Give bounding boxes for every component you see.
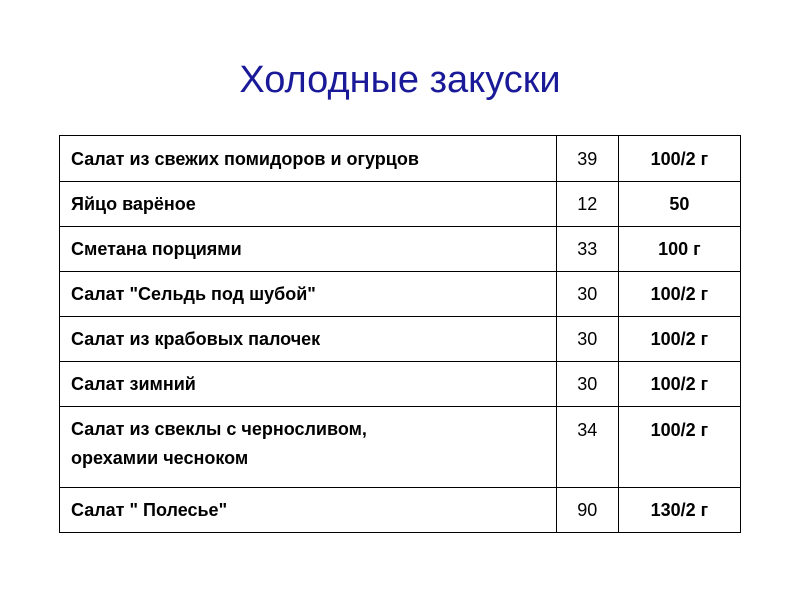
table-row — [60, 272, 741, 317]
dish-name: Сметана порциями — [60, 227, 557, 272]
dish-portion: 100/2 г — [618, 407, 740, 488]
table-row — [60, 136, 741, 182]
dish-price: 30 — [556, 362, 618, 407]
table-row — [60, 488, 741, 533]
dish-name-line: орехамии чесноком — [71, 448, 249, 468]
dish-portion: 50 — [618, 182, 740, 227]
dish-name: Яйцо варёное — [60, 182, 557, 227]
dish-portion: 130/2 г — [618, 488, 740, 533]
dish-portion: 100/2 г — [618, 362, 740, 407]
page-title: Холодные закуски — [239, 59, 561, 101]
table-row — [60, 317, 741, 362]
table-row — [60, 407, 741, 488]
dish-price: 39 — [556, 136, 618, 182]
menu-table — [59, 135, 741, 533]
dish-price: 34 — [556, 407, 618, 488]
dish-name — [60, 407, 557, 488]
dish-price: 30 — [556, 317, 618, 362]
dish-portion: 100 г — [618, 227, 740, 272]
dish-portion: 100/2 г — [618, 317, 740, 362]
dish-name: Салат из крабовых палочек — [60, 317, 557, 362]
dish-price: 90 — [556, 488, 618, 533]
dish-name: Салат из свежих помидоров и огурцов — [60, 136, 557, 182]
dish-name: Салат "Сельдь под шубой" — [60, 272, 557, 317]
dish-portion: 100/2 г — [618, 272, 740, 317]
dish-portion: 100/2 г — [618, 136, 740, 182]
dish-name: Салат " Полесье" — [60, 488, 557, 533]
dish-name: Салат зимний — [60, 362, 557, 407]
dish-price: 33 — [556, 227, 618, 272]
table-row — [60, 182, 741, 227]
table-row — [60, 362, 741, 407]
table-row — [60, 227, 741, 272]
dish-price: 30 — [556, 272, 618, 317]
dish-price: 12 — [556, 182, 618, 227]
dish-name-line: Салат из свеклы с черносливом, — [71, 419, 367, 439]
